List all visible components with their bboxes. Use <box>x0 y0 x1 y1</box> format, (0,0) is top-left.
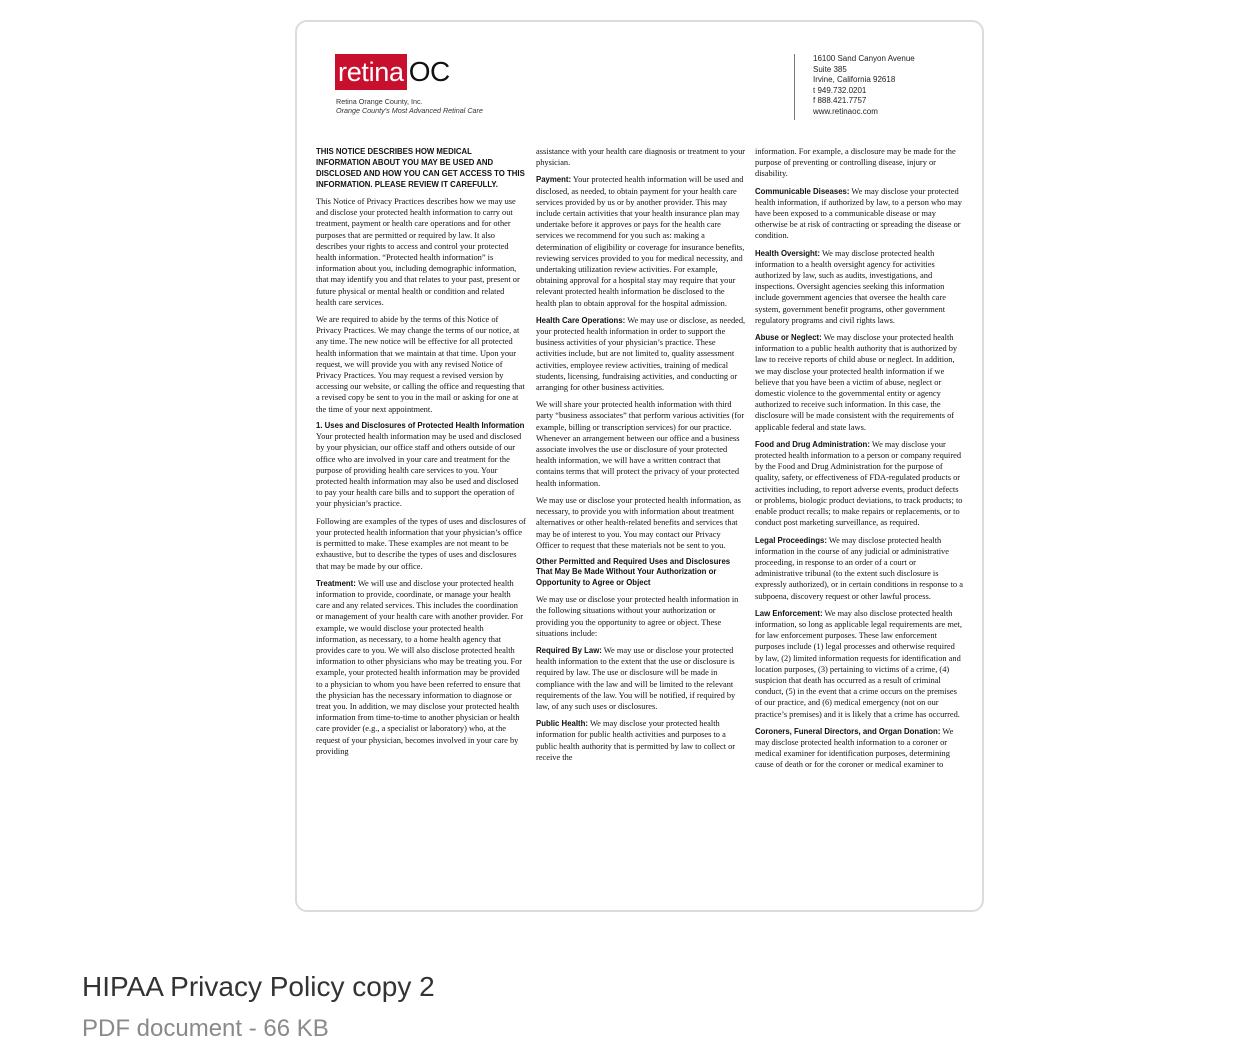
term-text: We may disclose protected health information to a health oversight agency for activities authorized by law, such as audits, investigations, and inspections. Oversight agencies seeking this information include government agencies that oversee the health care system, government benefit programs, other government regulatory programs and civil rights laws. <box>755 248 946 325</box>
term-label: Required By Law: <box>536 645 602 655</box>
pdf-page-preview <box>297 22 982 910</box>
term-text: We may use or disclose, as needed, your protected health information in order to support the business activities of your physician’s practice. These activities include, but are not limited to, quality assessment activities, employee review activities, training of medical students, licensing, fundraising activities, and conducting or arranging for other business activities. <box>536 315 746 393</box>
address-website: www.retinaoc.com <box>813 106 878 116</box>
paragraph <box>316 578 526 757</box>
logo-oc-text: OC <box>408 56 450 87</box>
file-kind: PDF document <box>82 1015 243 1042</box>
term-label: Law Enforcement: <box>755 608 823 618</box>
org-name: Retina Orange County, Inc. <box>336 97 423 106</box>
paragraph <box>755 535 965 602</box>
section-heading: Other Permitted and Required Uses and Disclosures That May Be Made Without Your Authorization or Opportunity to Agree or Object <box>536 556 731 587</box>
address-line: 16100 Sand Canyon Avenue <box>813 54 915 63</box>
term-label: Coroners, Funeral Directors, and Organ Donation: <box>755 726 941 736</box>
term-text: We may use or disclose your protected health information to the extent that the use or disclosure is required by law. The use or disclosure will be made in compliance with the law and will be limited to the relevant requirements of the law. You will be notified, if required by law, of any such uses or disclosures. <box>536 645 736 711</box>
term-text: We may disclose protected health information to a coroner or medical examiner for identification purposes, determining cause of death or for the coroner or medical examiner to <box>755 726 954 770</box>
text-column-3 <box>755 146 965 888</box>
term-text: We will use and disclose your protected health information to provide, coordinate, or manage your health care and any related services. This includes the coordination or management of your health care with another provider. For example, we would disclose your protected health information, as necessary, to a home health agency that provides care to you. We will also disclose protected health information to other physicians who may be treating you. For example, your protected health information may be provided to a physician to whom you have been referred to ensure that the physician has the necessary information to diagnose or treat you. In addition, we may disclose your protected health information from time-to-time to another physician or health care provider (e.g., a specialist or laboratory) who, at the request of your physician, becomes involved in your care by providing <box>316 578 523 756</box>
paragraph: information. For example, a disclosure may be made for the purpose of preventing or controlling disease, injury or disability. <box>755 147 956 179</box>
term-text: We may disclose your protected health information to a public health authority that is authorized by law to receive reports of child abuse or neglect. In addition, we may disclose your protected health information if we believe that you have been a victim of abuse, neglect or domestic violence to the governmental entity or agency authorized to receive such information. In this case, the disclosure will be made consistent with the requirements of applicable federal and state laws. <box>755 333 958 432</box>
term-text: We may disclose your protected health information, if authorized by law, to a person who may have been exposed to a communicable disease or may otherwise be at risk of contracting or spreading the disease or condition. <box>755 186 962 241</box>
paragraph <box>536 645 746 712</box>
term-label: Payment: <box>536 175 572 185</box>
paragraph <box>755 248 965 326</box>
text-column-2 <box>536 146 746 888</box>
term-label: Health Oversight: <box>755 248 820 258</box>
address-line: Suite 385 <box>813 64 847 74</box>
term-text: Your protected health information will be used and disclosed, as needed, to obtain payment for your health care services provided by us or by another provider. This may include certain activities that your health insurance plan may undertake before it approves or pays for the health care services we recommend for you such as: making a determination of eligibility or coverage for insurance benefits, reviewing services provided to you for medical necessity, and undertaking utilization review activities. For example, obtaining approval for a hospital stay may require that your relevant protected health information be disclosed to the health plan to obtain approval for the hospital admission. <box>536 175 745 308</box>
paragraph: We may use or disclose your protected health information in the following situations without your authorization or providing you the opportunity to agree or object. These situations include: <box>536 595 739 638</box>
term-label: Communicable Diseases: <box>755 186 850 196</box>
term-text: We may disclose your protected health information to a person or company required by the Food and Drug Administration for the purpose of quality, safety, or effectiveness of FDA-regulated products or activities including, to report adverse events, product defects or problems, biologic product deviations, to track products; to enable product recalls; to make repairs or replacements, or to conduct post marketing surveillance, as required. <box>755 439 963 528</box>
paragraph <box>536 718 746 763</box>
paragraph: This Notice of Privacy Practices describes how we may use and disclose your protected health information to carry out treatment, payment or health care operations and for other purposes that are permitted or required by law. It also describes your rights to access and control your protected health information. “Protected health information” is information about you, including demographic information, that may identify you and that relates to your past, present or future physical or mental health or condition and related health care services. <box>316 197 520 307</box>
retinaoc-logo <box>335 54 450 90</box>
file-name[interactable]: HIPAA Privacy Policy copy 2 <box>82 971 435 1002</box>
paragraph: Your protected health information may be used and disclosed by your physician, our office staff and others outside of our office who are involved in your care and treatment for the purpose of providing health care services to you. Your protected health information may also be used and disclosed to pay your health care bills and to support the operation of your physician’s practice. <box>316 432 522 509</box>
address-phone: t 949.732.0201 <box>813 85 867 95</box>
paragraph: Following are examples of the types of uses and disclosures of your protected health information that your physician’s office is permitted to make. These examples are not meant to be exhaustive, but to describe the types of uses and disclosures that may be made by our office. <box>316 516 526 571</box>
address-fax: f 888.421.7757 <box>813 96 867 106</box>
paragraph <box>755 332 965 433</box>
logo-retina-text: retina <box>335 54 407 90</box>
file-size: 66 KB <box>263 1015 329 1042</box>
term-label: Public Health: <box>536 719 588 729</box>
paragraph: We are required to abide by the terms of this Notice of Privacy Practices. We may change the terms of our notice, at any time. The new notice will be effective for all protected health information that we maintain at that time. Upon your request, we will provide you with any revised Notice of Privacy Practices. You may request a revised version by accessing our website, or calling the office and requesting that a revised copy be sent to you in the mail or asking for one at the time of your next appointment. <box>316 315 525 414</box>
paragraph <box>755 439 965 529</box>
org-tagline: Orange County's Most Advanced Retinal Care <box>336 106 483 115</box>
text-column-1 <box>316 146 526 888</box>
address-line: Irvine, California 92618 <box>813 75 896 85</box>
term-text: We may disclose protected health information in the course of any judicial or administrative proceeding, in response to an order of a court or administrative tribunal (to the extent such disclosure is expressly authorized), or in certain conditions in response to a subpoena, discovery request or other lawful process. <box>755 535 963 601</box>
paragraph <box>755 608 965 720</box>
paragraph <box>755 726 965 771</box>
term-label: Abuse or Neglect: <box>755 333 822 343</box>
address-block <box>813 54 915 118</box>
pdf-thumbnail[interactable] <box>295 20 984 912</box>
address-divider <box>794 54 795 120</box>
term-label: Legal Proceedings: <box>755 535 827 545</box>
term-label: Food and Drug Administration: <box>755 439 870 449</box>
term-label: Treatment: <box>316 578 356 588</box>
paragraph: We will share your protected health information with third party “business associates” that perform various activities (for example, billing or transcription services) for our practice. Whenever an arrangement between our office and a business associate involves the use or disclosure of your protected health information, we will have a written contract that contains terms that will protect the privacy of your protected health information. <box>536 400 745 488</box>
paragraph <box>755 186 965 242</box>
term-text: We may also disclose protected health information, so long as applicable legal requirements are met, for law enforcement purposes. These law enforcement purposes include (1) legal processes and otherwise required by law, (2) limited information requests for identification and location purposes, (3) pertaining to victims of a crime, (4) suspicion that death has occurred as a result of criminal conduct, (5) in the event that a crime occurs on the premises of our practice, and (6) medical emergency (not on our practice’s premises) and it is likely that a crime has occurred. <box>755 608 962 719</box>
section-heading: 1. Uses and Disclosures of Protected Health Information <box>316 420 525 430</box>
paragraph: assistance with your health care diagnosis or treatment to your physician. <box>536 147 746 168</box>
notice-heading: THIS NOTICE DESCRIBES HOW MEDICAL INFORMATION ABOUT YOU MAY BE USED AND DISCLOSED AND HOW YOU CAN GET ACCESS TO THIS INFORMATION. PLEASE REVIEW IT CAREFULLY. <box>316 147 525 189</box>
file-info <box>82 1010 329 1048</box>
term-text: We may disclose your protected health information for public health activities and purposes to a public health authority that is permitted by law to collect or receive the <box>536 719 736 762</box>
paragraph <box>536 174 746 308</box>
paragraph: We may use or disclose your protected health information, as necessary, to provide you with information about treatment alternatives or other health-related benefits and services that may be of interest to you. You may contact our Privacy Officer to request that these materials not be sent to you. <box>536 495 741 550</box>
term-label: Health Care Operations: <box>536 315 626 325</box>
file-info-separator: - <box>248 1015 257 1042</box>
paragraph <box>536 315 746 393</box>
